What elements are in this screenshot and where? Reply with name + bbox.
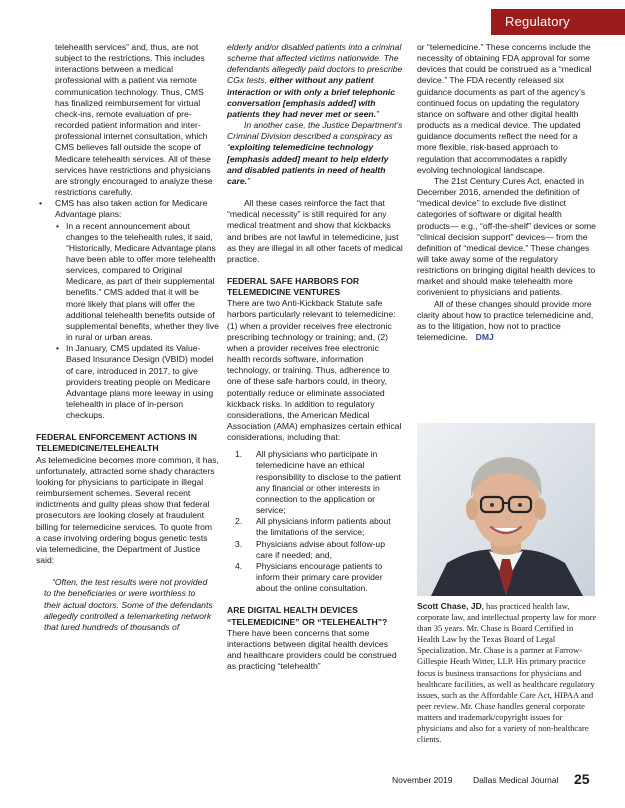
- enforcement-paragraph: As telemedicine becomes more common, it has, unfortunately, attracted some shady characters looking for physicians to participate in illegal reimbursement schemes. Several recent indictments and guilty pleas show that federal prosecutors are looking closely at fraudulent billing for telemedicine services. To quote from a case involving ordering bogus genetic tests via telemedicine, the Department of Justice said:: [36, 454, 219, 566]
- item-number: 4.: [235, 560, 243, 571]
- issue-date: November 2019: [392, 775, 453, 785]
- conclusion-text: All of these changes should provide more clarity about how to practice telemedicine and, as to the litigation, how not to practice telemedicine.: [417, 298, 594, 343]
- portrait-illustration: [417, 423, 595, 596]
- digital-health-paragraph: There have been concerns that some interactions between digital health devices and healthcare providers could be construed as practicing “telehealth”: [227, 627, 397, 672]
- author-bio-text: , has practiced health law, corporate law, and intellectual property law for more than 35 years. Mr. Chase is Board Certified in Health Law by the Texas Board of Legal Specialization. Mr. Chase is a partner at Farrow-Gillespie Heath Witter, LLP. His primary practice focus is business transactions for physicians and healthcare facilities, as well as healthcare regulatory issues, such as the Affordable Care Act, HIPAA and peer review. Mr. Chase handles general corporate matters and trademark/copyright issues for physicians and also for a variety of non-healthcare clients.: [417, 601, 597, 745]
- author-photo: [417, 423, 595, 596]
- list-item: [235, 516, 404, 538]
- enforcement-heading: FEDERAL ENFORCEMENT ACTIONS IN TELEMEDICINE/TELEHEALTH: [36, 432, 197, 454]
- conclusion-paragraph: [417, 299, 596, 344]
- reinforce-paragraph: All these cases reinforce the fact that “medical necessity” is still required for any medical treatment and show that kickbacks and bribes are not lawful in telemedicine, just as they are illegal in all other facets of medical practice.: [227, 198, 403, 264]
- page-number: 25: [574, 771, 590, 787]
- section-header: [491, 9, 625, 35]
- list-item: [36, 198, 219, 421]
- item-text: Physicians encourage patients to inform their primary care provider about the online consultation.: [256, 560, 383, 594]
- item-number: 3.: [235, 538, 243, 549]
- quote-close: ”: [376, 108, 379, 119]
- column-2: [227, 42, 404, 672]
- digital-health-heading: ARE DIGITAL HEALTH DEVICES “TELEMEDICINE” OR “TELEHEALTH”?: [227, 605, 388, 627]
- item-number: 2.: [235, 516, 243, 527]
- doj-quote-continued: [227, 42, 404, 120]
- author-name: Scott Chase, JD: [417, 601, 482, 611]
- fda-paragraph: or “telemedicine.” These concerns include the necessity of obtaining FDA approval for some devices that could be construed as a “medical device.” The FDA recently released six guidance documents as part of the agency’s continued focus on updating the regulatory stance on software and other digital health products as a medical device. The updated guidance documents reflect the need for a more flexible, risk-based approach to regulation that accommodates a rapidly evolving technological landscape.: [417, 42, 592, 175]
- quote-text: In another case, the Justice Department’s Criminal Division described a conspiracy as “: [227, 120, 403, 153]
- quote-text: elderly and/or disabled patients into a criminal scheme that affected victims nationwide. The defendants allegedly paid doctors to prescribe CGx tests,: [227, 42, 403, 86]
- item-text: All physicians who participate in telemedicine have an ethical responsibility to disclose to the patient any financial or other interests in connection to the application or service;: [256, 449, 401, 516]
- column-3: [417, 42, 596, 343]
- safe-harbors-heading: FEDERAL SAFE HARBORS FOR TELEMEDICINE VENTURES: [227, 275, 360, 298]
- section-title: Regulatory: [505, 14, 570, 29]
- list-item: [235, 449, 404, 516]
- end-signature: DMJ: [475, 332, 494, 343]
- column-1: [36, 42, 219, 633]
- criminal-division-quote: [227, 120, 404, 187]
- medicare-advantage-list: [36, 198, 219, 421]
- item-text: Physicians advise about follow-up care if needed; and,: [256, 538, 385, 560]
- quote-emphasis: either without any patient interaction or with only a brief telephonic conversation [emphasis added] with patients they had never met or seen.: [227, 75, 396, 119]
- quote-emphasis: exploiting telemedicine technology [emphasis added] meant to help elderly and disabled patients in need of health care.: [227, 142, 389, 186]
- sub-list-item: • In January, CMS updated its Value-Based Insurance Design (VBID) model of care, introduced in 2017, to give providers treating people on Medicare Advantage plans more leeway in using telehealth in place of in-person checkups.: [55, 343, 219, 421]
- item-text: All physicians inform patients about the limitations of the service;: [256, 516, 391, 538]
- list-item: [235, 539, 404, 561]
- sub-list-item: • In a recent announcement about changes to the telehealth rules, it said, “Historically, Medicare Advantage plans have been able to offer more telehealth services, compared to Original Medicare, as part of their supplemental benefits.” CMS added that it will be more likely that plans will offer the additional telehealth benefits outside of supplemental benefits, whether they live in rural or urban areas.: [55, 221, 219, 344]
- doj-quote: “Often, the test results were not provided to the beneficiaries or were worthless to their actual doctors. Some of the defendants allegedly controlled a telemarketing network that lured hundreds of thousands of: [44, 577, 213, 632]
- author-bio: [417, 601, 597, 745]
- safe-harbors-paragraph: There are two Anti-Kickback Statute safe harbors particularly relevant to telemedicine: (1) when a provider receives free electronic prescribing technology or training; and, (2) when a provider receives free electronic health records software, information technology, or training. Thus, adherence to one of these safe harbors could, in theory, potentially reduce or eliminate associated kickback risks. In addition to regulatory considerations, the American Medical Association (AMA) emphasizes certain ethical considerations, including that:: [227, 298, 402, 443]
- journal-name: Dallas Medical Journal: [473, 775, 559, 785]
- ama-considerations-list: [227, 449, 404, 594]
- quote-close: ”: [247, 175, 250, 186]
- item-number: 1.: [235, 449, 243, 460]
- list-item: [235, 561, 404, 594]
- cures-act-paragraph: The 21st Century Cures Act, enacted in December 2016, amended the definition of “medical device” to exclude five distinct categories of software or digital health products— e.g., “off-the-shelf” devices or some “clinical decision support” devices— from the definition of “medical device.” These changes will take away some of the regulatory restrictions on bringing digital health devices to market and should make telehealth more convenient to physicians and patients.: [417, 175, 596, 298]
- sub-list: [55, 221, 219, 422]
- telehealth-intro-paragraph: telehealth services” and, thus, are not subject to the restrictions. This includes interactions between a medical professional with a patient via remote communication technology. Thus, CMS has finalized reimbursement for virtual check-ins, remote evaluation of pre-recorded patient information and inter-professional internet consultation, which CMS believes fall outside the scope of Medicare telehealth services. All of these services have restrictions and physicians are strongly encouraged to analyze these restrictions carefully.: [55, 42, 213, 198]
- bullet-text: CMS has also taken action for Medicare Advantage plans:: [55, 198, 208, 220]
